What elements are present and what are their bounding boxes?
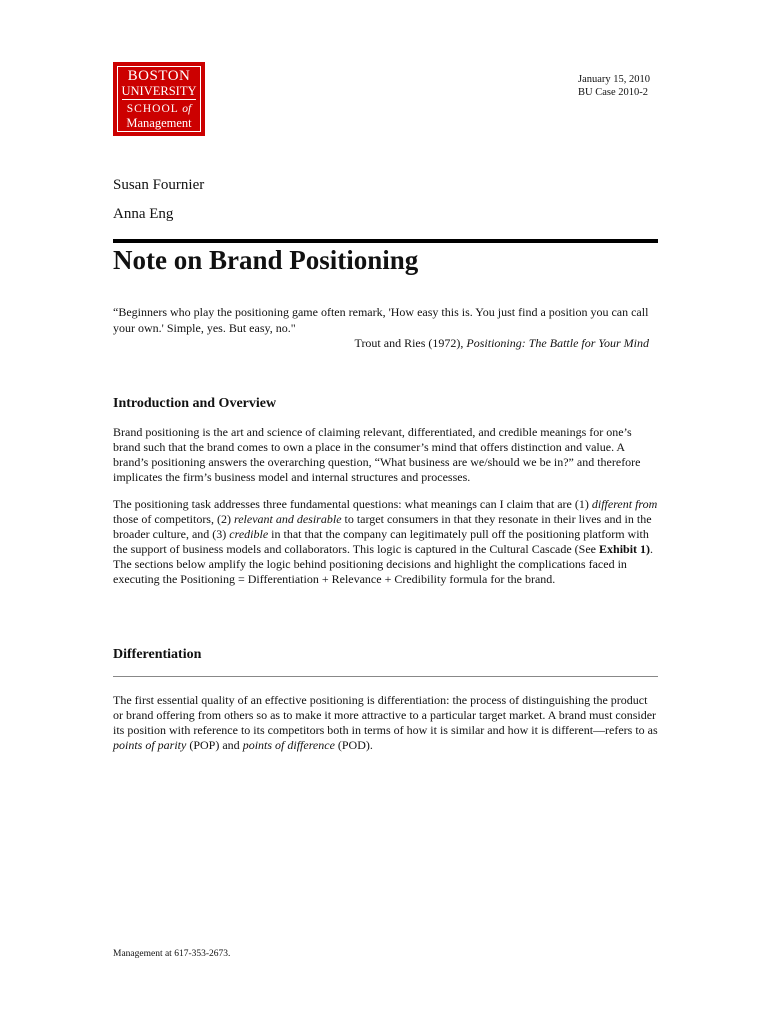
paragraph: Brand positioning is the art and science of claiming relevant, differentiated, and credible meanings for one’s brand such that the brand comes to own a place in the consumer’s mind that offers distinction and value. A brand’s positioning answers the overarching question, “What business are we/should we be in?” and therefore implicates the firm’s business model and internal structures and processes. — [113, 425, 641, 484]
case-number: BU Case 2010-2 — [578, 87, 648, 98]
paragraph: The positioning task addresses three fundamental questions: what meanings can I claim that are (1) different from those of competitors, (2) relevant and desirable to target consumers in that they resonate in their lives and in the broader culture, and (3) credible in that that the company can legitimately pull off the positioning platform with the support of business models and collaborators. This logic is captured in the Cultural Cascade (See Exhibit 1). The sections below amplify the logic behind positioning decisions and highlight the complications faced in executing the Positioning = Differentiation + Relevance + Credibility formula for the brand. — [113, 497, 658, 586]
logo-line-management: Management — [126, 116, 192, 130]
attribution-authors: Trout and Ries (1972), — [354, 336, 464, 350]
logo-line-boston: BOSTON — [127, 68, 191, 84]
case-meta — [578, 73, 650, 99]
logo-frame — [117, 66, 201, 132]
section-heading-differentiation: Differentiation — [113, 647, 202, 662]
logo-line-university: UNIVERSITY — [121, 84, 197, 98]
exhibit-reference: Exhibit 1) — [599, 542, 651, 556]
footer-note: Management at 617-353-2673. — [113, 949, 231, 959]
logo-of-text: of — [182, 103, 192, 115]
attribution-book-title: Positioning: The Battle for Your Mind — [466, 336, 649, 350]
logo-line-school — [118, 103, 200, 115]
logo-school-text: SCHOOL — [126, 103, 179, 115]
epigraph-attribution — [113, 336, 649, 351]
title-rule — [113, 239, 658, 243]
logo-divider — [122, 99, 196, 100]
section-heading-introduction: Introduction and Overview — [113, 396, 277, 411]
document-title: Note on Brand Positioning — [113, 245, 419, 275]
paragraph: The first essential quality of an effective positioning is differentiation: the process of distinguishing the product or brand offering from others so as to make it more attractive to a particular target market. A brand must consider its position with reference to its competitors both in terms of how it is similar and how it is different—refers to as points of parity (POP) and points of difference (POD). — [113, 693, 658, 752]
section-rule — [113, 676, 658, 677]
author-name: Susan Fournier — [113, 177, 205, 193]
bu-logo — [113, 62, 205, 136]
epigraph-quote: “Beginners who play the positioning game often remark, 'How easy this is. You just find a position you can call your own.' Simple, yes. But easy, no." — [113, 305, 649, 335]
case-date: January 15, 2010 — [578, 74, 651, 85]
author-name: Anna Eng — [113, 206, 174, 222]
